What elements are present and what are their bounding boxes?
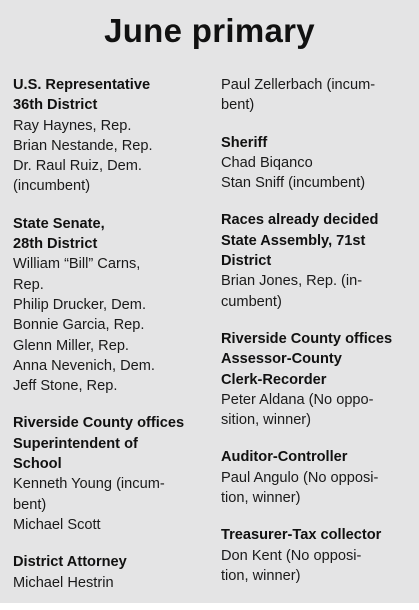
candidate-line: Chad Biqanco [221,154,313,171]
candidate-line: Stan Sniff (incumbent) [221,175,366,192]
candidate-line: Peter Aldana (No oppo- sition, winner) [221,391,374,429]
race-heading: U.S. Representative 36th District [13,77,151,114]
race-heading: Races already decided State Assembly, 71st District [221,212,379,270]
candidate-line: Philip Drucker, Dem. [13,296,147,313]
race-section [13,214,211,397]
candidate-line: Paul Angulo (No opposi- tion, winner) [221,469,379,507]
candidate-line: William “Bill” Carns, Rep. [13,256,141,293]
candidate-line: Dr. Raul Ruiz, Dem. (incumbent) [13,158,142,195]
candidate-line: Anna Nevenich, Dem. [13,357,155,374]
race-section-continued [221,75,413,116]
race-section [13,413,211,535]
candidate-line: Paul Zellerbach (incum- bent) [221,77,376,114]
race-heading: Treasurer-Tax collector [221,527,382,544]
candidate-line: Michael Scott [13,516,101,533]
race-section [221,133,413,194]
candidate-line: Brian Nestande, Rep. [13,137,153,154]
candidate-line: Bonnie Garcia, Rep. [13,317,145,334]
candidate-line: Glenn Miller, Rep. [13,337,129,354]
race-section [13,552,211,593]
race-section [221,447,413,508]
candidate-line: Michael Hestrin [13,574,114,591]
race-section [221,210,413,311]
race-heading: Riverside County offices Superintendent of School [13,415,185,473]
page-title: June primary [104,12,315,49]
candidate-line: Don Kent (No opposi- tion, winner) [221,547,362,584]
candidate-line: Kenneth Young (incum- bent) [13,476,165,513]
race-section [221,525,413,586]
race-heading: District Attorney [13,554,127,571]
left-column [13,75,211,610]
race-section [13,75,211,197]
candidate-line: Ray Haynes, Rep. [13,117,132,134]
race-heading: State Senate, 28th District [13,215,105,253]
race-heading: Auditor-Controller [221,449,348,466]
race-heading: Riverside County offices Assessor-County Clerk-Recorder [221,330,393,388]
right-column [221,75,413,603]
race-heading: Sheriff [221,134,268,151]
race-section [221,329,413,430]
candidate-line: Brian Jones, Rep. (in- cumbent) [221,273,363,310]
candidate-line: Jeff Stone, Rep. [13,378,118,395]
